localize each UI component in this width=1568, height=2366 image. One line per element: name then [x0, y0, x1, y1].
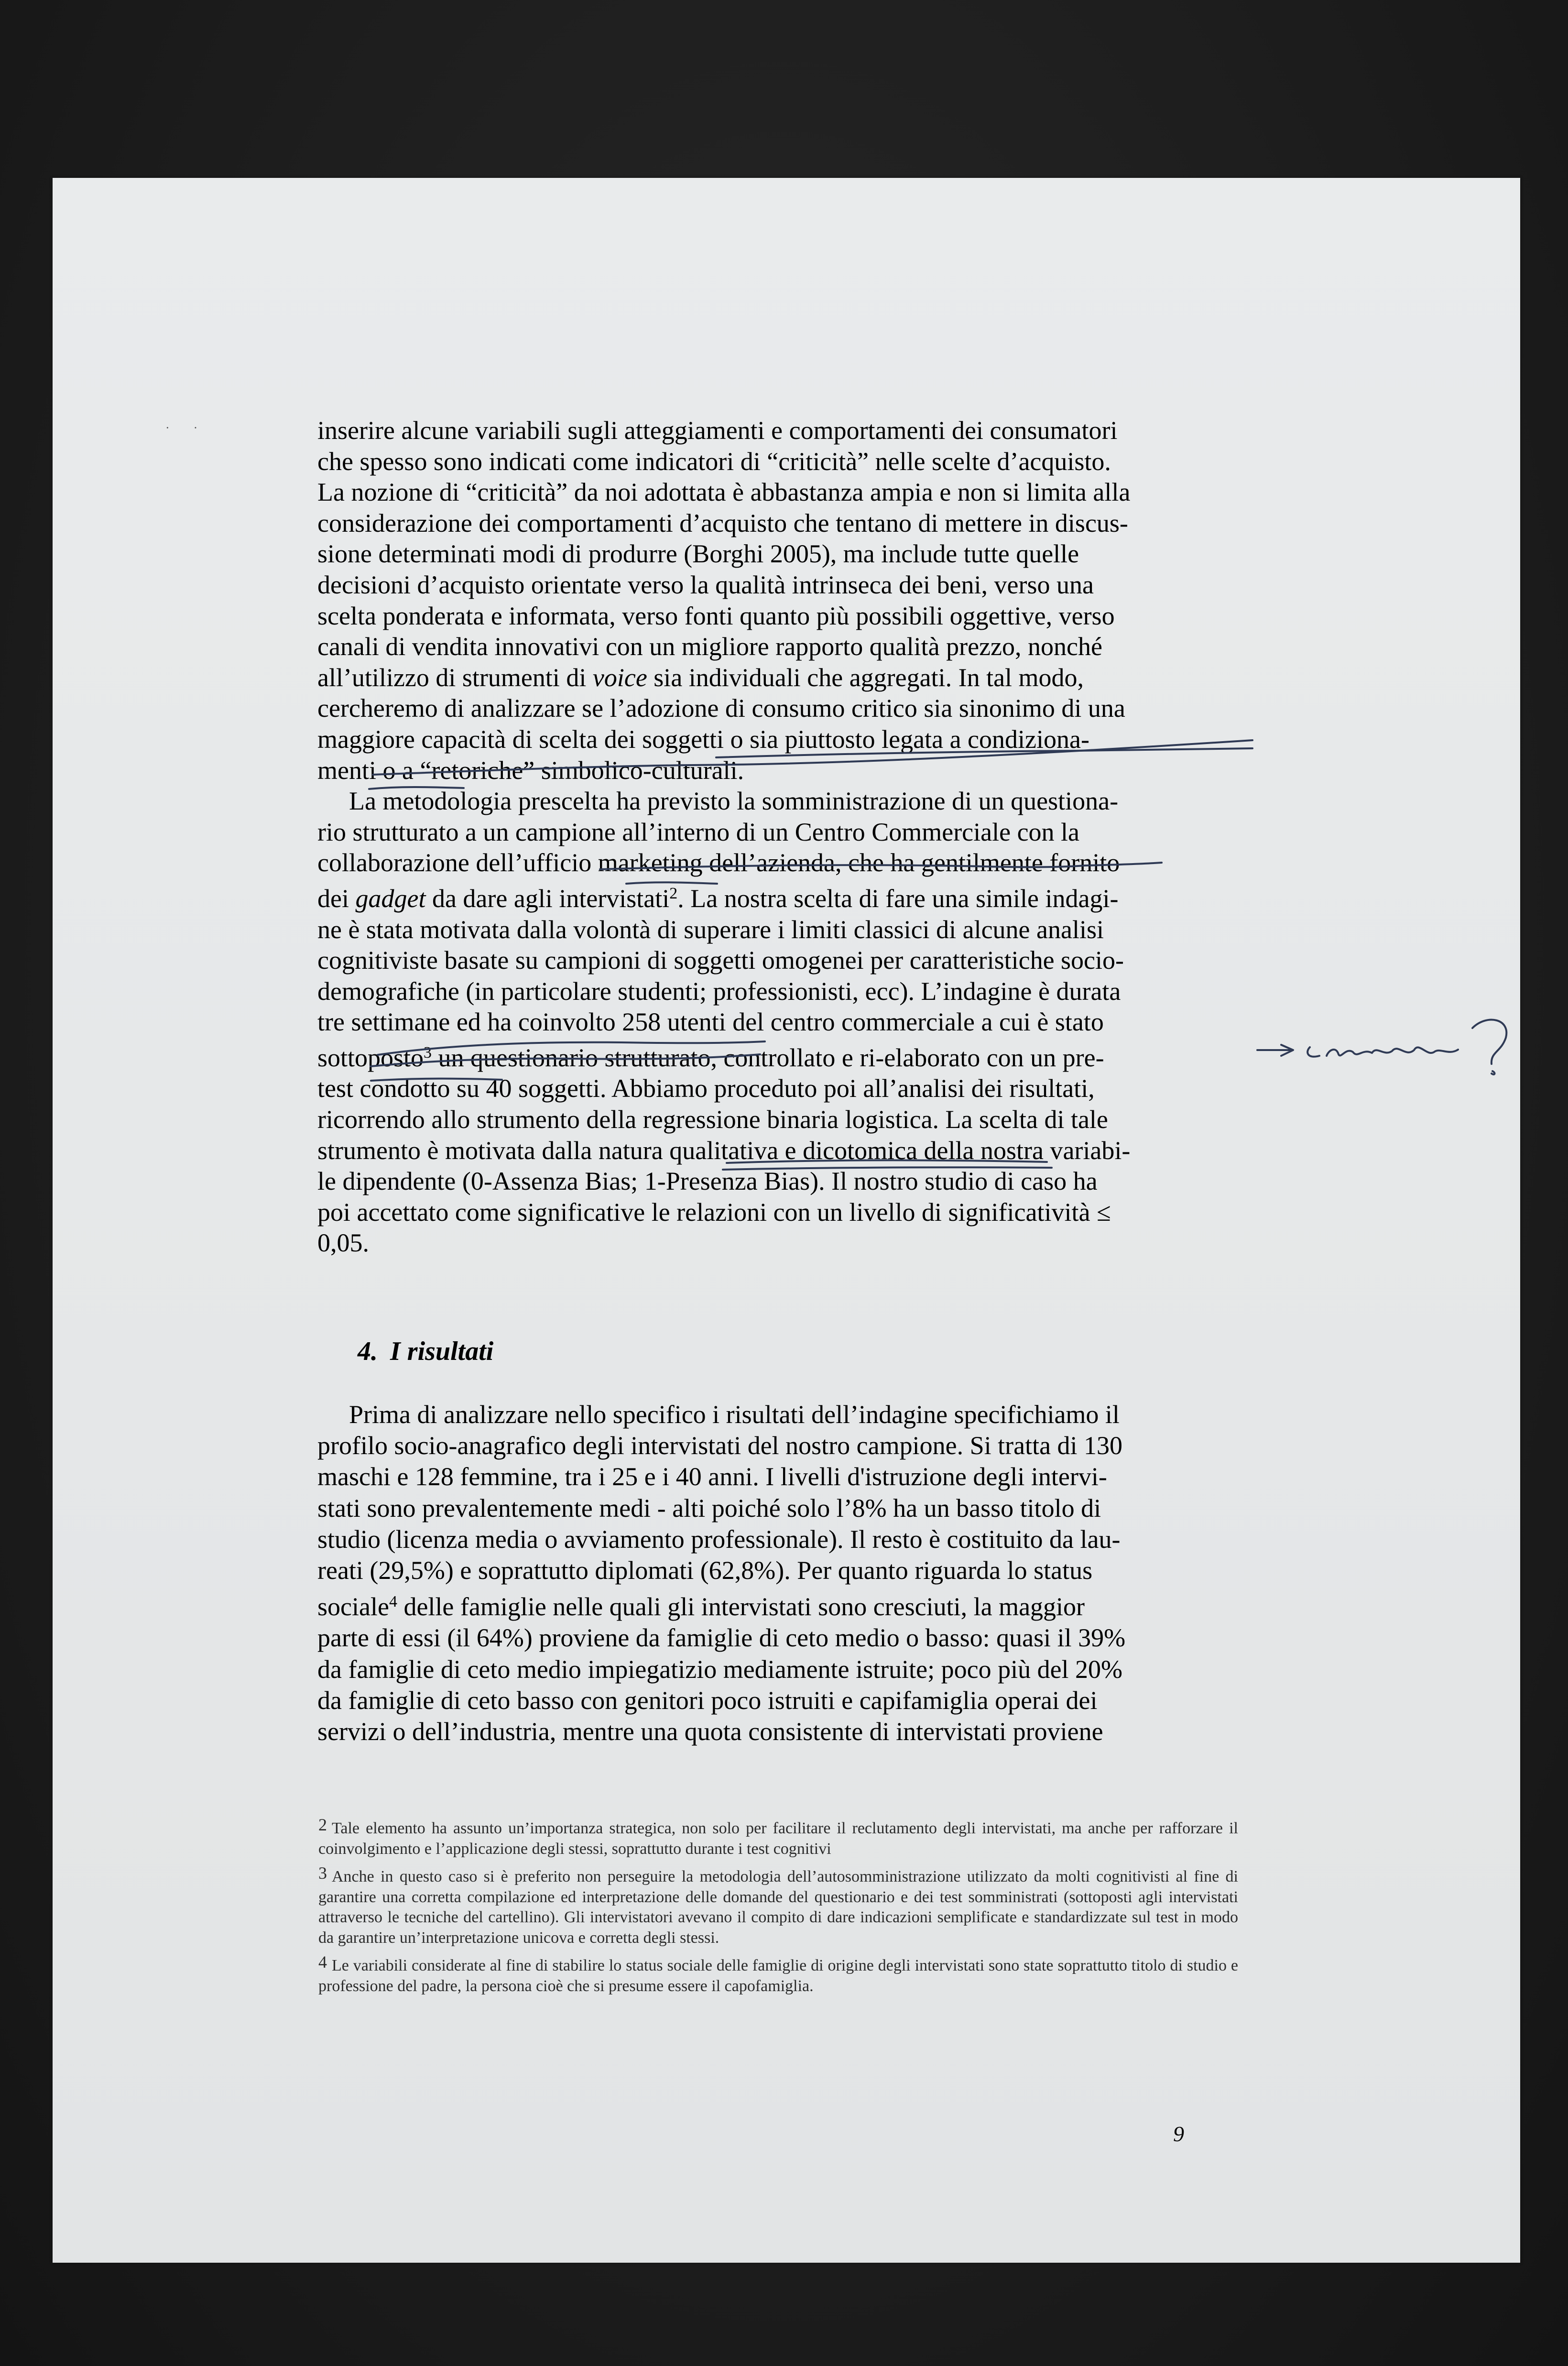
footnote: $^4$ Le variabili considerate al fine di stabilire lo status sociale delle famiglie di origine degli intervistati sono state soprattutto titolo di studio e professione del padre, la persona cioè che si presume essere il capofamiglia. [318, 1952, 1238, 1995]
text-line: cognitiviste basate su campioni di soggetti omogenei per caratteristiche socio- [317, 946, 1124, 975]
text-line: Prima di analizzare nello specifico i risultati dell’indagine specifichiamo il [349, 1400, 1120, 1429]
text-line: sociale$^4$ delle famiglie nelle quali gli intervistati sono cresciuti, la maggior [317, 1592, 1085, 1621]
text-line: decisioni d’acquisto orientate verso la qualità intrinseca dei beni, verso una [317, 570, 1094, 599]
italic-term: gadget [355, 884, 426, 913]
text-line: rio strutturato a un campione all’interno di un Centro Commerciale con la [317, 817, 1080, 846]
footnote: $^3$ Anche in questo caso si è preferito non perseguire la metodologia dell’autosomministrazione utilizzato da molti cognitivisti al fine di garantire una corretta compilazione ed interpretazione delle domande del questionario e dei test somministrati (sottoposti agli intervistati attraverso le tecniche del cartellino). Gli intervistatori avevano il compito di dare indicazioni semplificate e standardizzate sul test in modo da garantire un’interpretazione unicova e corretta degli stessi. [318, 1863, 1238, 1947]
text-line: inserire alcune variabili sugli atteggiamenti e comportamenti dei consumatori [317, 416, 1118, 445]
text-line: tre settimane ed ha coinvolto 258 utenti del centro commerciale a cui è stato [317, 1008, 1104, 1037]
section-number: 4. [358, 1336, 378, 1366]
text-line: 0,05. [317, 1228, 369, 1258]
footnote-ref: 3 [424, 1043, 432, 1062]
underline-qualitativa [723, 1167, 1052, 1170]
footnote-mark: 2 [318, 1815, 327, 1834]
underline-sottoposto [371, 1079, 502, 1081]
text-line: stati sono prevalentemente medi - alti poiché solo l’8% ha un basso titolo di [317, 1493, 1101, 1523]
text-line: demografiche (in particolare studenti; professionisti, ecc). L’indagine è durata [317, 976, 1121, 1006]
underline-marketing [626, 882, 717, 884]
page-number: 9 [1173, 2122, 1184, 2146]
underline-condizionamenti [369, 787, 464, 789]
text-line: canali di vendita innovativi con un migliore rapporto qualità prezzo, nonché [317, 632, 1102, 661]
section-title: I risultati [390, 1336, 494, 1366]
footnote-ref: 2 [669, 884, 678, 902]
underline-regressione [727, 1160, 1047, 1163]
text-line: profilo socio-anagrafico degli intervistati del nostro campione. Si tratta di 130 [317, 1431, 1123, 1460]
text-line: scelta ponderata e informata, verso fonti quanto più possibili oggettive, verso [317, 601, 1115, 630]
underline-tre-settimane [370, 1054, 760, 1066]
text-line: da famiglie di ceto basso con genitori poco istruiti e capifamiglia operai dei [317, 1686, 1098, 1715]
text-line: le dipendente (0-Assenza Bias; 1-Presenza Bias). Il nostro studio di caso ha [317, 1167, 1098, 1196]
question-mark [1472, 1020, 1506, 1074]
text-line: La metodologia prescelta ha previsto la somministrazione di un questiona- [349, 787, 1119, 816]
text-line: test condotto su 40 soggetti. Abbiamo proceduto poi all’analisi dei risultati, [317, 1074, 1095, 1103]
text-line: ne è stata motivata dalla volontà di superare i limiti classici di alcune analisi [317, 915, 1104, 944]
text-line: menti o a “retoriche” simbolico-culturali. [317, 756, 744, 785]
text-line: reati (29,5%) e soprattutto diplomati (62,8%). Per quanto riguarda lo status [317, 1556, 1093, 1585]
text-line: da famiglie di ceto medio impiegatizio mediamente istruite; poco più del 20% [317, 1654, 1123, 1684]
text-line: La nozione di “criticità” da noi adottata è abbastanza ampia e non si limita alla [317, 478, 1131, 507]
footnote-mark: 3 [318, 1863, 327, 1883]
text-line: servizi o dell’industria, mentre una quota consistente di intervistati proviene [317, 1717, 1103, 1746]
handwritten-word [1307, 1047, 1458, 1057]
text-line: parte di essi (il 64%) proviene da famiglie di ceto medio o basso: quasi il 39% [317, 1623, 1126, 1653]
footnote-ref: 4 [389, 1593, 397, 1611]
italic-term: voice [592, 663, 647, 692]
text-line: ricorrendo allo strumento della regressione binaria logistica. La scelta di tale [317, 1105, 1108, 1134]
text-line: che spesso sono indicati come indicatori di “criticità” nelle scelte d’acquisto. [317, 447, 1111, 476]
text-line: considerazione dei comportamenti d’acquisto che tentano di mettere in discus- [317, 508, 1128, 537]
footnote-mark: 4 [318, 1952, 327, 1972]
text-line: maschi e 128 femmine, tra i 25 e i 40 anni. I livelli d'istruzione degli intervi- [317, 1462, 1107, 1491]
text-line: maggiore capacità di scelta dei soggetti o sia piuttosto legata a condiziona- [317, 724, 1089, 754]
text-line: sione determinati modi di produrre (Borghi 2005), ma include tutte quelle [317, 539, 1079, 569]
text-line: dei gadget da dare agli intervistati$^2$. La nostra scelta di fare una simile indagi- [317, 884, 1119, 913]
text-line: poi accettato come significative le relazioni con un livello di significatività ≤ [317, 1197, 1111, 1227]
footnote: $^2$ Tale elemento ha assunto un’importanza strategica, non solo per facilitare il reclutamento degli intervistati, ma anche per rafforzare il coinvolgimento e l’applicazione degli stessi, soprattutto durante i test cognitivi [318, 1815, 1238, 1858]
paper-specks: ·· [165, 421, 222, 435]
underline-maggiore-capacita [373, 740, 1252, 775]
text-line: strumento è motivata dalla natura qualitativa e dicotomica della nostra variabi- [317, 1136, 1131, 1165]
text-line: all’utilizzo di strumenti di voice sia individuali che aggregati. In tal modo, [317, 663, 1084, 692]
text-line: cercheremo di analizzare se l’adozione di consumo critico sia sinonimo di una [317, 694, 1125, 723]
text-line: sottoposto$^3$ un questionario strutturato, controllato e ri-elaborato con un pre- [317, 1043, 1104, 1072]
text-line: collaborazione dell’ufficio marketing dell’azienda, che ha gentilmente fornito [317, 848, 1120, 877]
text-line: studio (licenza media o avviamento professionale). Il resto è costituito da lau- [317, 1524, 1121, 1554]
underline-tre-settimane-upper [378, 1041, 765, 1055]
margin-arrow [1257, 1045, 1293, 1056]
underline-campione [600, 863, 1162, 869]
